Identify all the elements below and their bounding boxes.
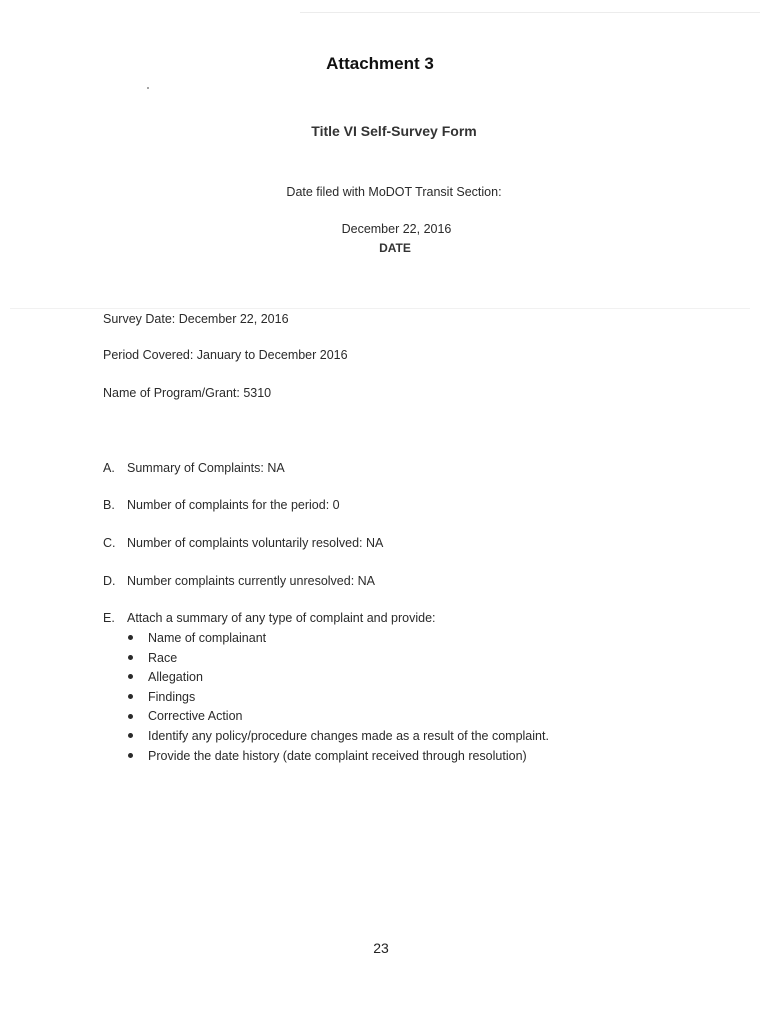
page-number: 23	[373, 940, 389, 956]
list-item	[128, 649, 549, 669]
list-item	[128, 688, 549, 708]
item-text: Attach a summary of any type of complaint and provide:	[127, 611, 436, 625]
complaint-details-list	[128, 629, 549, 766]
bullet-icon	[128, 753, 133, 758]
period-covered: Period Covered: January to December 2016	[103, 348, 348, 362]
scan-fold-line	[10, 308, 750, 309]
program-name: Name of Program/Grant: 5310	[103, 386, 272, 400]
item-e	[103, 611, 436, 625]
item-a	[103, 461, 285, 475]
bullet-icon	[128, 714, 133, 719]
item-letter: D.	[103, 574, 116, 588]
list-item-text: Provide the date history (date complaint received through resolution)	[148, 748, 527, 763]
date-filed-value: December 22, 2016	[341, 222, 452, 236]
date-caption: DATE	[379, 241, 411, 255]
date-filed-label: Date filed with MoDOT Transit Section:	[286, 185, 502, 199]
list-item-text: Identify any policy/procedure changes made as a result of the complaint.	[148, 728, 549, 743]
attachment-title: Attachment 3	[326, 54, 434, 73]
list-item-text: Name of complainant	[148, 631, 267, 645]
list-item	[128, 727, 549, 747]
item-letter: B.	[103, 498, 115, 512]
list-item-text: Findings	[148, 689, 196, 704]
item-b	[103, 498, 340, 512]
item-letter: C.	[103, 536, 116, 550]
list-item	[128, 747, 549, 767]
list-item-text: Allegation	[148, 670, 203, 685]
item-letter: A.	[103, 461, 115, 475]
list-item	[128, 668, 549, 688]
form-title: Title VI Self-Survey Form	[311, 123, 477, 139]
scan-edge-top	[300, 12, 760, 13]
bullet-icon	[128, 635, 133, 640]
bullet-icon	[128, 655, 133, 660]
list-item	[128, 707, 549, 727]
scan-speck	[147, 87, 149, 89]
survey-date: Survey Date: December 22, 2016	[103, 312, 289, 326]
item-letter: E.	[103, 611, 115, 625]
item-text: Number complaints currently unresolved: NA	[127, 574, 376, 588]
item-c	[103, 536, 383, 550]
list-item-text: Race	[148, 650, 178, 665]
item-text: Number of complaints voluntarily resolved: NA	[127, 536, 384, 550]
item-text: Summary of Complaints: NA	[127, 461, 285, 475]
bullet-icon	[128, 733, 133, 738]
bullet-icon	[128, 694, 133, 699]
list-item-text: Corrective Action	[148, 709, 243, 724]
bullet-icon	[128, 674, 133, 679]
item-text: Number of complaints for the period: 0	[127, 498, 340, 512]
item-d	[103, 574, 375, 588]
list-item	[128, 629, 549, 649]
